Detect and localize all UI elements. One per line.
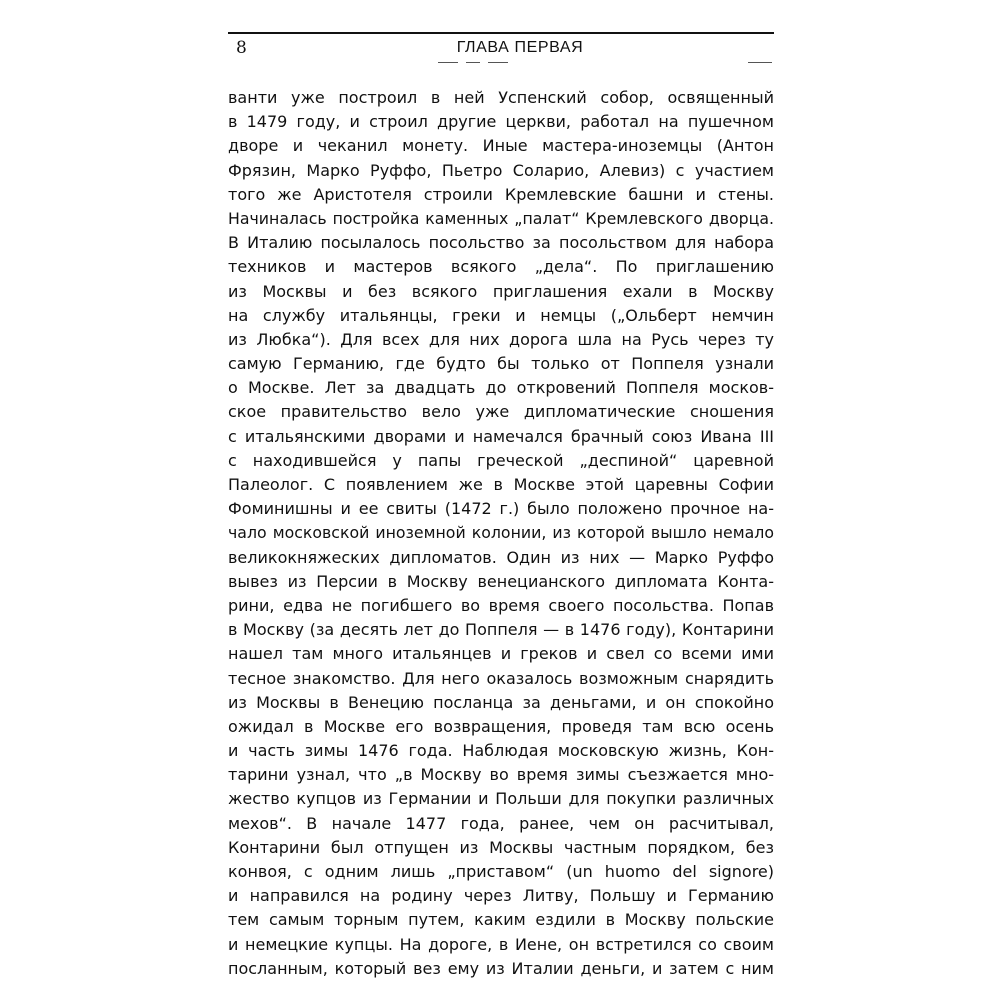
text-line: и направился на родину через Литву, Польшу и Германию bbox=[228, 886, 774, 906]
running-head: ГЛАВА ПЕРВАЯ bbox=[456, 39, 584, 56]
text-line: Палеолог. С появлением же в Москве этой царевны Софии bbox=[228, 475, 774, 494]
text-line: Фоминишны и ее свиты (1472 г.) было положено прочное на- bbox=[228, 499, 774, 519]
text-line: ванти уже построил в ней Успенский собор, освященный bbox=[228, 88, 774, 107]
text-line: Фрязин, Марко Руффо, Пьетро Соларио, Алевиз) с участием bbox=[228, 160, 774, 180]
text-line: о Москве. Лет за двадцать до откровений Поппеля москов- bbox=[228, 378, 774, 398]
text-line: и немецкие купцы. На дороге, в Иене, он встретился со своим bbox=[228, 934, 774, 954]
text-line: в Москву (за десять лет до Поппеля — в 1476 году), Контарини bbox=[228, 620, 774, 640]
text-line: конвоя, с одним лишь „приставом“ (un huomo del signore) bbox=[228, 862, 774, 881]
text-line: с итальянскими дворами и намечался брачный союз Ивана III bbox=[228, 426, 774, 446]
text-line: и часть зимы 1476 года. Наблюдая московскую жизнь, Кон- bbox=[228, 741, 774, 761]
text-line: посланным, который вез ему из Италии деньги, и затем с ним bbox=[228, 958, 774, 978]
text-line: из Москвы в Венецию посланца за деньгами, и он спокойно bbox=[228, 692, 774, 712]
text-line: дворе и чеканил монету. Иные мастера-иноземцы (Антон bbox=[228, 136, 774, 156]
text-line: чало московской иноземной колонии, из которой вышло немало bbox=[228, 523, 774, 543]
text-line: из Любка“). Для всех для них дорога шла на Русь через ту bbox=[228, 329, 774, 349]
page-number: 8 bbox=[236, 38, 247, 58]
text-line: рини, едва не погибшего во время своего посольства. Попав bbox=[228, 595, 774, 615]
text-line: самую Германию, где будто бы только от Поппеля узнали bbox=[228, 354, 774, 374]
text-line: в 1479 году, и строил другие церкви, работал на пушечном bbox=[228, 112, 774, 132]
header-dash bbox=[438, 62, 458, 63]
body-text bbox=[228, 86, 774, 981]
text-line: мехов“. В начале 1477 года, ранее, чем он расчитывал, bbox=[228, 813, 774, 833]
text-line: на службу итальянцы, греки и немцы („Ольберт немчин bbox=[228, 305, 774, 325]
text-line: Контарини был отпущен из Москвы частным порядком, без bbox=[228, 837, 774, 857]
text-line: тесное знакомство. Для него оказалось возможным снарядить bbox=[228, 668, 774, 688]
text-line: вывез из Персии в Москву венецианского дипломата Конта- bbox=[228, 571, 774, 591]
header-rule bbox=[228, 32, 774, 34]
header-dash bbox=[466, 62, 480, 63]
text-line: нашел там много итальянцев и греков и свел со всеми ими bbox=[228, 644, 774, 664]
text-line: жество купцов из Германии и Польши для покупки различных bbox=[228, 789, 774, 809]
text-line: из Москвы и без всякого приглашения ехали в Москву bbox=[228, 281, 774, 301]
text-line: тем самым торным путем, каким ездили в Москву польские bbox=[228, 910, 774, 930]
text-line: В Италию посылалось посольство за посольством для набора bbox=[228, 233, 774, 253]
text-line: техников и мастеров всякого „дела“. По приглашению bbox=[228, 257, 774, 277]
header-dash bbox=[748, 62, 772, 63]
text-line: тарини узнал, что „в Москву во время зимы съезжается мно- bbox=[228, 765, 774, 785]
text-line: Начиналась постройка каменных „палат“ Кремлевского дворца. bbox=[228, 208, 774, 228]
text-line: ожидал в Москве его возвращения, проведя там всю осень bbox=[228, 716, 774, 736]
text-line: с находившейся у папы греческой „деспиной“ царевной bbox=[228, 450, 774, 470]
text-line: великокняжеских дипломатов. Один из них — Марко Руффо bbox=[228, 547, 774, 567]
header-dash bbox=[488, 62, 508, 63]
text-line: того же Аристотеля строили Кремлевские башни и стены. bbox=[228, 184, 774, 204]
text-line: ское правительство вело уже дипломатические сношения bbox=[228, 402, 774, 422]
